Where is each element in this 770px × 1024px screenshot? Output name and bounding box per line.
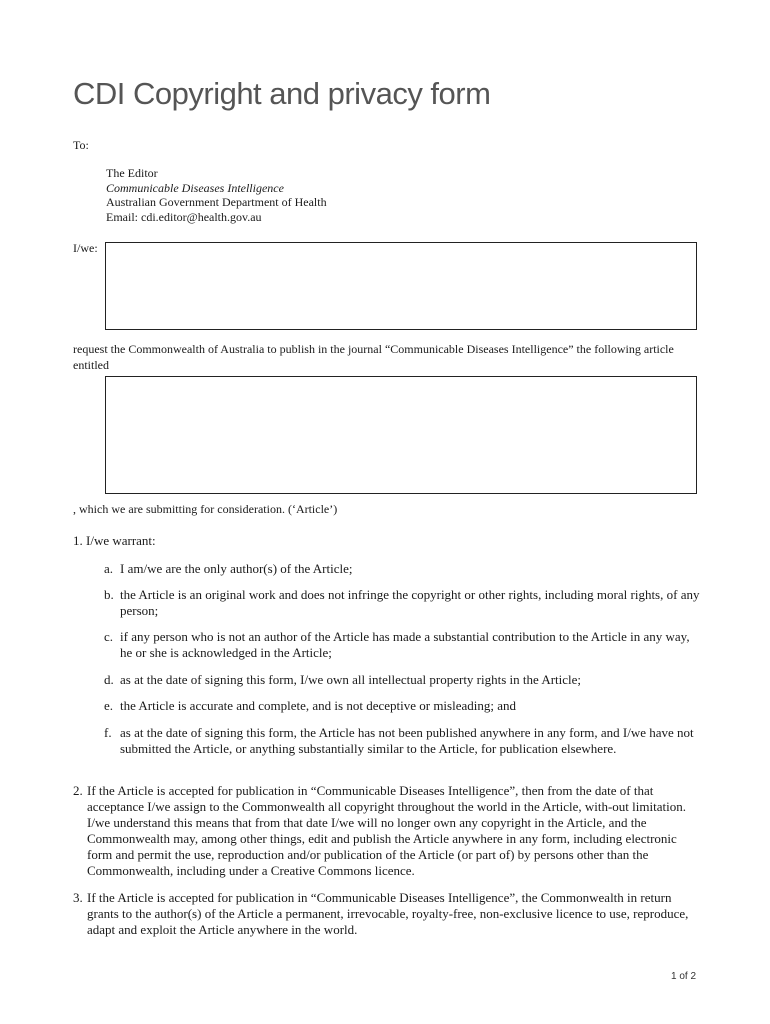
warranty-text: as at the date of signing this form, the Article has not been published anywhere in any form, and I/we have not submitted the Article, or anything substantially similar to the Article, for publication elsewhere. — [120, 725, 694, 756]
warranty-item — [104, 587, 700, 619]
address-line: The Editor — [106, 166, 158, 180]
paragraph-text: If the Article is accepted for publication in “Communicable Diseases Intelligence”, then from the date of that acceptance I/we assign to the Commonwealth all copyright throughout the world in the Article, with-out limitation. I/we understand this means that from that date I/we will no longer own any copyright in the Article, and the Commonwealth may, among other things, edit and publish the Article anywhere in any form, including electronic form and permit the use, reproduction and/or publication of the Article (or part of) by persons other than the Commonwealth, including under a Creative Commons licence. — [87, 783, 686, 878]
warranty-text: the Article is an original work and does not infringe the copyright or other rights, including moral rights, of any person; — [120, 587, 700, 618]
warranty-label: c. — [104, 629, 114, 644]
warranty-item — [104, 629, 700, 661]
author-names-field[interactable] — [105, 242, 697, 330]
address-line-journal: Communicable Diseases Intelligence — [106, 180, 284, 195]
section-1-heading: 1. I/we warrant: — [73, 533, 156, 548]
warranty-label: b. — [104, 587, 114, 602]
address-line-email: Email: cdi.editor@health.gov.au — [106, 210, 262, 225]
iwe-label: I/we: — [73, 241, 98, 255]
address-line: Australian Government Department of Health — [106, 195, 327, 210]
paragraph-text: If the Article is accepted for publication in “Communicable Diseases Intelligence”, the Commonwealth in return grants to the author(s) of the Article a permanent, irrevocable, royalty-free, non-exclusive licence to use, reproduce, adapt and exploit the Article anywhere in the world. — [87, 890, 689, 937]
warranty-text: I am/we are the only author(s) of the Article; — [120, 561, 353, 576]
warranty-item — [104, 698, 700, 714]
to-label: To: — [73, 138, 89, 152]
page-number: 1 of 2 — [671, 971, 697, 982]
paragraph-number: 2. — [73, 783, 83, 798]
article-title-field[interactable] — [105, 376, 697, 494]
warranty-text: the Article is accurate and complete, and is not deceptive or misleading; and — [120, 698, 516, 713]
warranty-label: f. — [104, 725, 112, 740]
warranty-label: d. — [104, 672, 114, 687]
paragraph-3 — [73, 890, 703, 938]
warranty-label: a. — [104, 561, 114, 576]
request-text: request the Commonwealth of Australia to publish in the journal “Communicable Diseases Intelligence” the following article entitled — [73, 342, 674, 372]
recipient-address — [106, 166, 327, 225]
warranty-item — [104, 672, 700, 688]
warranty-text: if any person who is not an author of the Article has made a substantial contribution to the Article in any way, he or she is acknowledged in the Article; — [120, 629, 690, 660]
warranty-item — [104, 725, 700, 757]
page-title: CDI Copyright and privacy form — [73, 76, 491, 111]
paragraph-2 — [73, 783, 703, 879]
warranty-label: e. — [104, 698, 114, 713]
warranty-item — [104, 561, 700, 577]
paragraph-number: 3. — [73, 890, 83, 905]
warranty-text: as at the date of signing this form, I/we own all intellectual property rights in the Article; — [120, 672, 582, 687]
consideration-text: , which we are submitting for consideration. (‘Article’) — [73, 502, 338, 516]
